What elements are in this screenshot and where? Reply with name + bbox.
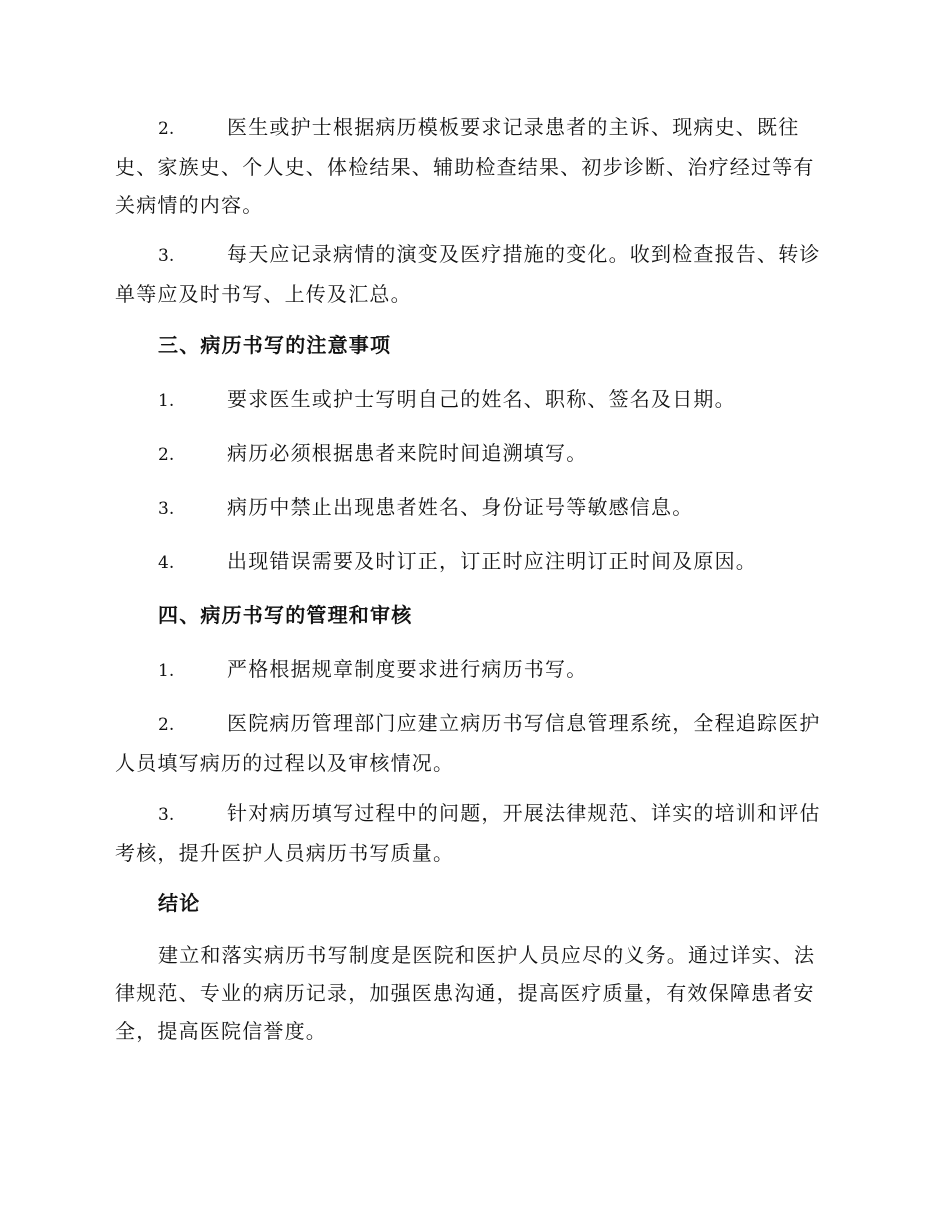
- section-heading: 三、病历书写的注意事项: [158, 333, 392, 357]
- list-item: [115, 650, 835, 690]
- conclusion-heading: 结论: [158, 891, 201, 915]
- item-text: 要求医生或护士写明自己的姓名、职称、签名及日期。: [227, 387, 736, 411]
- item-text: 医院病历管理部门应建立病历书写信息管理系统，全程追踪医护人员填写病历的过程以及审核情况。: [115, 711, 821, 775]
- item-number: 3.: [158, 805, 175, 825]
- item-text: 病历中禁止出现患者姓名、身份证号等敏感信息。: [227, 495, 694, 519]
- item-text: 医生或护士根据病历模板要求记录患者的主诉、现病史、既往史、家族史、个人史、体检结果、辅助检查结果、初步诊断、治疗经过等有关病情的内容。: [115, 115, 815, 217]
- list-item: [115, 108, 835, 224]
- section-heading: 四、病历书写的管理和审核: [158, 603, 413, 627]
- list-item: [115, 542, 835, 582]
- list-item: [115, 380, 835, 420]
- conclusion-text: 建立和落实病历书写制度是医院和医护人员应尽的义务。通过详实、法律规范、专业的病历记录，加强医患沟通，提高医疗质量，有效保障患者安全，提高医院信誉度。: [115, 943, 816, 1043]
- item-number: 4.: [158, 553, 175, 573]
- item-number: 1.: [158, 391, 175, 411]
- item-number: 1.: [158, 661, 175, 681]
- list-item: [115, 434, 835, 474]
- list-item: [115, 488, 835, 528]
- item-number: 2.: [158, 445, 175, 465]
- item-number: 3.: [158, 499, 175, 519]
- item-text: 针对病历填写过程中的问题，开展法律规范、详实的培训和评估考核，提升医护人员病历书写质量。: [115, 801, 821, 865]
- item-text: 病历必须根据患者来院时间追溯填写。: [227, 441, 588, 465]
- item-text: 每天应记录病情的演变及医疗措施的变化。收到检查报告、转诊单等应及时书写、上传及汇总。: [115, 242, 821, 306]
- item-number: 2.: [158, 119, 175, 139]
- list-item: [115, 235, 835, 313]
- item-number: 3.: [158, 246, 175, 266]
- item-text: 出现错误需要及时订正，订正时应注明订正时间及原因。: [227, 549, 757, 573]
- list-item: [115, 704, 835, 782]
- item-text: 严格根据规章制度要求进行病历书写。: [227, 657, 588, 681]
- list-item: [115, 794, 835, 872]
- item-number: 2.: [158, 715, 175, 735]
